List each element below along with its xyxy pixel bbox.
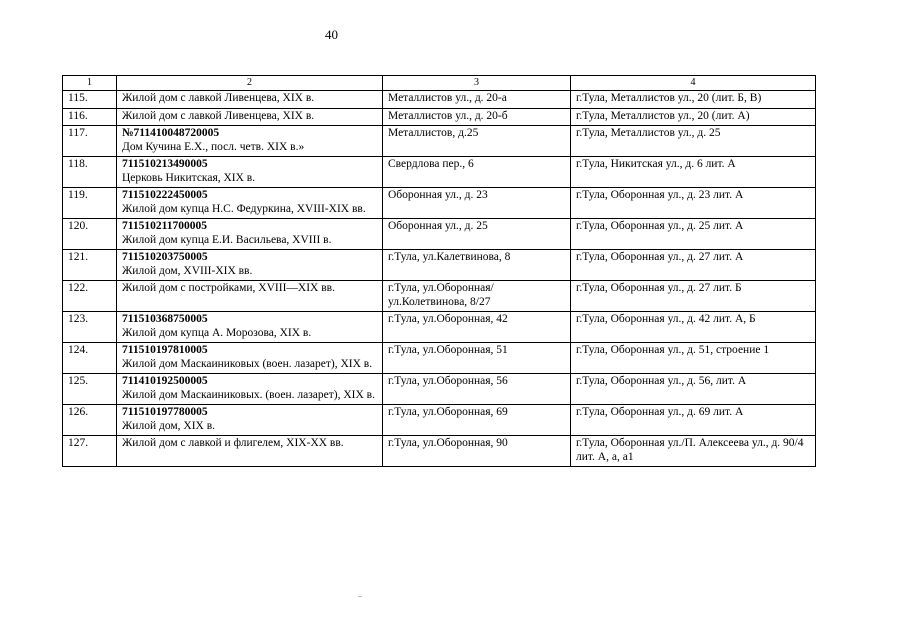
table-row bbox=[63, 219, 816, 250]
object-name: Жилой дом с лавкой и флигелем, XIX-XX вв. bbox=[122, 437, 344, 449]
object-cell bbox=[117, 405, 383, 436]
current-location: г.Тула, Оборонная ул., д. 25 лит. А bbox=[571, 219, 816, 250]
registry-code: 711510213490005 bbox=[122, 158, 208, 170]
column-header-3: 3 bbox=[383, 76, 571, 91]
object-name: Жилой дом купца Н.С. Федуркина, XVIII-XIX вв. bbox=[122, 202, 366, 215]
registry-code: 711510197810005 bbox=[122, 344, 208, 356]
row-number: 117. bbox=[63, 126, 117, 157]
historic-address: г.Тула, ул.Оборонная, 42 bbox=[383, 312, 571, 343]
row-number: 118. bbox=[63, 157, 117, 188]
current-location: г.Тула, Оборонная ул., д. 56, лит. А bbox=[571, 374, 816, 405]
historic-address: Металлистов ул., д. 20-а bbox=[383, 91, 571, 109]
current-location: г.Тула, Оборонная ул., д. 51, строение 1 bbox=[571, 343, 816, 374]
object-cell bbox=[117, 188, 383, 219]
row-number: 120. bbox=[63, 219, 117, 250]
object-cell bbox=[117, 250, 383, 281]
row-number: 123. bbox=[63, 312, 117, 343]
column-header-1: 1 bbox=[63, 76, 117, 91]
current-location: г.Тула, Оборонная ул., д. 23 лит. А bbox=[571, 188, 816, 219]
table-row bbox=[63, 108, 816, 126]
object-name: Жилой дом купца Е.И. Васильева, XVIII в. bbox=[122, 233, 332, 246]
table-row bbox=[63, 91, 816, 109]
current-location: г.Тула, Металлистов ул., 20 (лит. Б, В) bbox=[571, 91, 816, 109]
historic-address: г.Тула, ул.Оборонная, 51 bbox=[383, 343, 571, 374]
object-name: Жилой дом, XIX в. bbox=[122, 419, 216, 432]
table-row bbox=[63, 405, 816, 436]
table-row bbox=[63, 126, 816, 157]
registry-code: №711410048720005 bbox=[122, 127, 220, 139]
page-number-text: 40 bbox=[325, 27, 338, 42]
object-cell bbox=[117, 281, 383, 312]
table-row bbox=[63, 436, 816, 467]
scan-artifact bbox=[358, 596, 362, 597]
object-cell bbox=[117, 343, 383, 374]
row-number: 116. bbox=[63, 108, 117, 126]
row-number: 127. bbox=[63, 436, 117, 467]
current-location: г.Тула, Металлистов ул., д. 25 bbox=[571, 126, 816, 157]
table-row bbox=[63, 281, 816, 312]
object-cell bbox=[117, 374, 383, 405]
historic-address: Металлистов, д.25 bbox=[383, 126, 571, 157]
table-row bbox=[63, 343, 816, 374]
current-location: г.Тула, Металлистов ул., 20 (лит. А) bbox=[571, 108, 816, 126]
row-number: 115. bbox=[63, 91, 117, 109]
current-location: г.Тула, Оборонная ул./П. Алексеева ул., д. 90/4 лит. А, а, а1 bbox=[571, 436, 816, 467]
current-location: г.Тула, Никитская ул., д. 6 лит. А bbox=[571, 157, 816, 188]
current-location: г.Тула, Оборонная ул., д. 27 лит. А bbox=[571, 250, 816, 281]
object-name: Церковь Никитская, XIX в. bbox=[122, 171, 256, 184]
table-row bbox=[63, 188, 816, 219]
registry-code: 711510211700005 bbox=[122, 220, 207, 232]
object-cell bbox=[117, 219, 383, 250]
row-number: 121. bbox=[63, 250, 117, 281]
historic-address: Оборонная ул., д. 25 bbox=[383, 219, 571, 250]
object-cell bbox=[117, 126, 383, 157]
historic-address: Металлистов ул., д. 20-б bbox=[383, 108, 571, 126]
row-number: 125. bbox=[63, 374, 117, 405]
row-number: 122. bbox=[63, 281, 117, 312]
object-name: Жилой дом с постройками, XVIII—XIX вв. bbox=[122, 282, 335, 294]
historic-address: г.Тула, ул.Калетвинова, 8 bbox=[383, 250, 571, 281]
registry-code: 711510222450005 bbox=[122, 189, 208, 201]
object-cell bbox=[117, 108, 383, 126]
historic-address: г.Тула, ул.Оборонная, 90 bbox=[383, 436, 571, 467]
registry-code: 711510203750005 bbox=[122, 251, 208, 263]
registry-code: 711410192500005 bbox=[122, 375, 208, 387]
table-row bbox=[63, 157, 816, 188]
row-number: 126. bbox=[63, 405, 117, 436]
registry-code: 711510368750005 bbox=[122, 313, 208, 325]
registry-code: 711510197780005 bbox=[122, 406, 208, 418]
table-header-row bbox=[63, 76, 816, 91]
historic-address: Оборонная ул., д. 23 bbox=[383, 188, 571, 219]
current-location: г.Тула, Оборонная ул., д. 69 лит. А bbox=[571, 405, 816, 436]
historic-address: г.Тула, ул.Оборонная, 56 bbox=[383, 374, 571, 405]
object-cell bbox=[117, 312, 383, 343]
table-row bbox=[63, 250, 816, 281]
row-number: 119. bbox=[63, 188, 117, 219]
table-row bbox=[63, 374, 816, 405]
historic-address: Свердлова пер., 6 bbox=[383, 157, 571, 188]
table-row bbox=[63, 312, 816, 343]
historic-address: г.Тула, ул.Оборонная, 69 bbox=[383, 405, 571, 436]
object-name: Жилой дом Маскаиниковых. (воен. лазарет), XIX в. bbox=[122, 388, 375, 401]
object-name: Жилой дом купца А. Морозова, XIX в. bbox=[122, 326, 312, 339]
object-cell bbox=[117, 91, 383, 109]
current-location: г.Тула, Оборонная ул., д. 27 лит. Б bbox=[571, 281, 816, 312]
object-name: Дом Кучина Е.Х., посл. четв. XIX в.» bbox=[122, 140, 305, 153]
column-header-4: 4 bbox=[571, 76, 816, 91]
object-name: Жилой дом с лавкой Ливенцева, XIX в. bbox=[122, 92, 315, 104]
object-name: Жилой дом, XVIII-XIX вв. bbox=[122, 264, 253, 277]
row-number: 124. bbox=[63, 343, 117, 374]
column-header-2: 2 bbox=[117, 76, 383, 91]
object-name: Жилой дом с лавкой Ливенцева, XIX в. bbox=[122, 109, 315, 122]
table-body bbox=[63, 91, 816, 467]
object-cell bbox=[117, 157, 383, 188]
object-cell bbox=[117, 436, 383, 467]
current-location: г.Тула, Оборонная ул., д. 42 лит. А, Б bbox=[571, 312, 816, 343]
historic-address: г.Тула, ул.Оборонная/ул.Колетвинова, 8/27 bbox=[383, 281, 571, 312]
heritage-registry-table bbox=[62, 75, 816, 467]
object-name: Жилой дом Маскаиниковых (воен. лазарет), XIX в. bbox=[122, 357, 373, 370]
